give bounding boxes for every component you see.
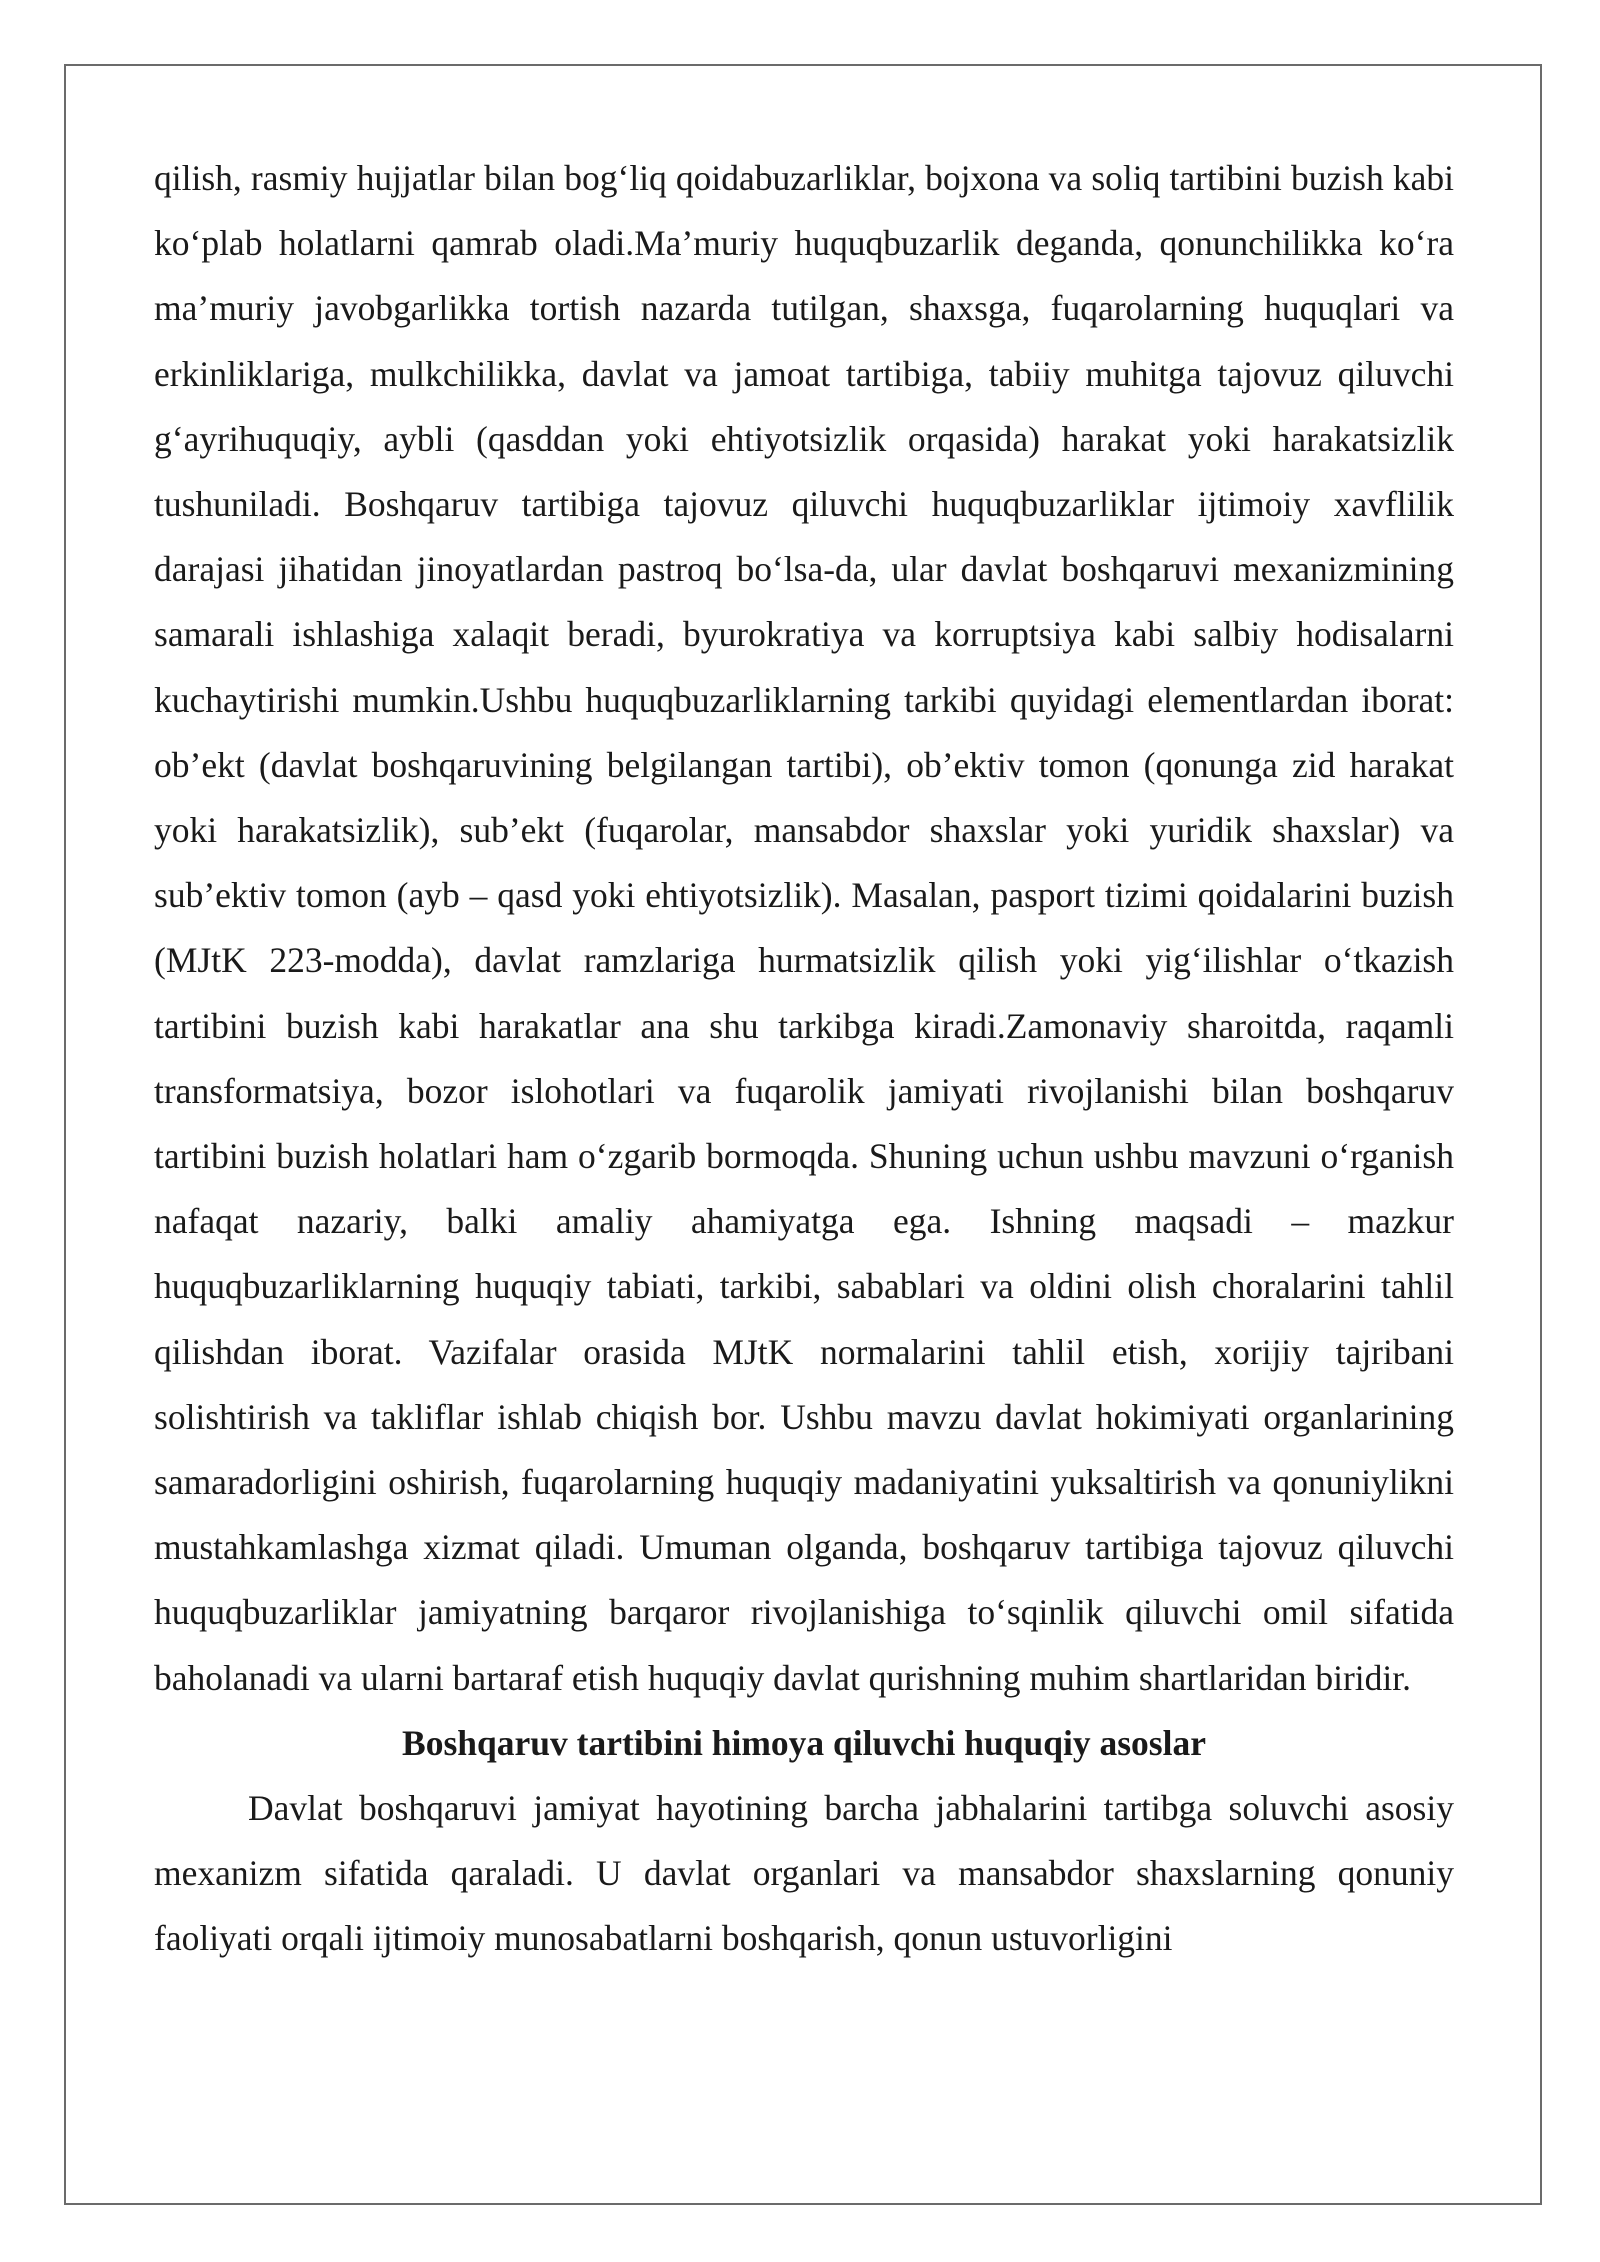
section-heading: Boshqaruv tartibini himoya qiluvchi huquqiy asoslar [402, 1722, 1206, 1763]
body-paragraph: qilish, rasmiy hujjatlar bilan bog‘liq qoidabuzarliklar, bojxona va soliq tartibini buzish kabi ko‘plab holatlarni qamrab oladi.Ma’muriy huquqbuzarlik deganda, qonunchilikka ko‘ra ma’muriy javobgarlikka tortish nazarda tutilgan, shaxsga, fuqarolarning huquqlari va erkinliklariga, mulkchilikka, davlat va jamoat tartibiga, tabiiy muhitga tajovuz qiluvchi g‘ayrihuquqiy, aybli (qasddan yoki ehtiyotsizlik orqasida) harakat yoki harakatsizlik tushuniladi. Boshqaruv tartibiga tajovuz qiluvchi huquqbuzarliklar ijtimoiy xavflilik darajasi jihatidan jinoyatlardan pastroq bo‘lsa-da, ular davlat boshqaruvi mexanizmining samarali ishlashiga xalaqit beradi, byurokratiya va korruptsiya kabi salbiy hodisalarni kuchaytirishi mumkin.Ushbu huquqbuzarliklarning tarkibi quyidagi elementlardan iborat: ob’ekt (davlat boshqaruvining belgilangan tartibi), ob’ektiv tomon (qonunga zid harakat yoki harakatsizlik), sub’ekt (fuqarolar, mansabdor shaxslar yoki yuridik shaxslar) va sub’ektiv tomon (ayb – qasd yoki ehtiyotsizlik). Masalan, pasport tizimi qoidalarini buzish (MJtK 223-modda), davlat ramzlariga hurmatsizlik qilish yoki yig‘ilishlar o‘tkazish tartibini buzish kabi harakatlar ana shu tarkibga kiradi.Zamonaviy sharoitda, raqamli transformatsiya, bozor islohotlari va fuqarolik jamiyati rivojlanishi bilan boshqaruv tartibini buzish holatlari ham o‘zgarib bormoqda. Shuning uchun ushbu mavzuni o‘rganish nafaqat nazariy, balki amaliy ahamiyatga ega. Ishning maqsadi – mazkur huquqbuzarliklarning huquqiy tabiati, tarkibi, sabablari va oldini olish choralarini tahlil qilishdan iborat. Vazifalar orasida MJtK normalarini tahlil etish, xorijiy tajribani solishtirish va takliflar ishlab chiqish bor. Ushbu mavzu davlat hokimiyati organlarining samaradorligini oshirish, fuqarolarning huquqiy madaniyatini yuksaltirish va qonuniylikni mustahkamlashga xizmat qiladi. Umuman olganda, boshqaruv tartibiga tajovuz qiluvchi huquqbuzarliklar jamiyatning barqaror rivojlanishiga to‘sqinlik qiluvchi omil sifatida baholanadi va ularni bartaraf etish huquqiy davlat qurishning muhim shartlaridan biridir. [154, 158, 1454, 1698]
body-paragraph-continued: Davlat boshqaruvi jamiyat hayotining barcha jabhalarini tartibga soluvchi asosiy mexanizm sifatida qaraladi. U davlat organlari va mansabdor shaxslarning qonuniy faoliyati orqali ijtimoiy munosabatlarni boshqarish, qonun ustuvorligini [154, 1788, 1454, 1959]
document-body [154, 146, 1454, 1972]
